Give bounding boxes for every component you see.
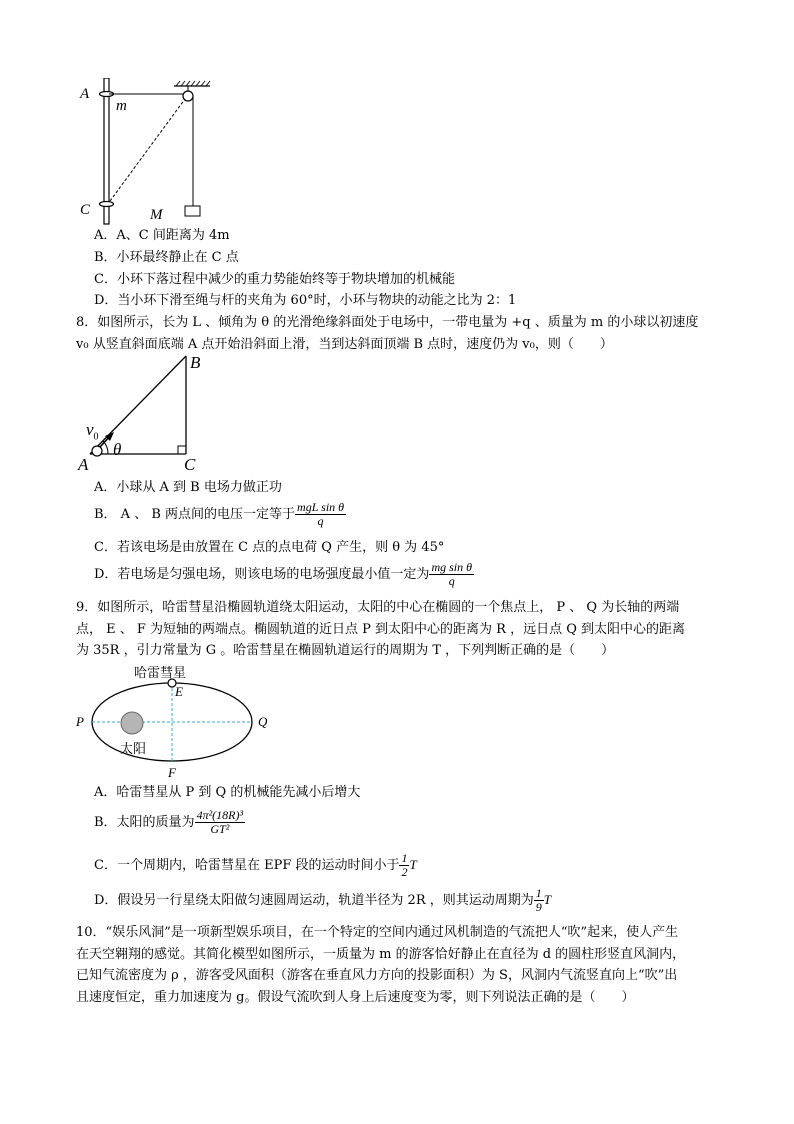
q10-stem-line2: 在天空翱翔的感觉。其简化模型如图所示，一质量为 m 的游客恰好静止在直径为 d 的圆柱形竖直风洞内，: [76, 947, 686, 962]
label-C-q8: C: [184, 455, 196, 474]
q9-option-d: D．假设另一行星绕太阳做匀速圆周运动，轨道半径为 2R ，则其运动周期为 $\frac{1}{9}$ T: [94, 886, 551, 914]
label-theta: θ: [113, 440, 122, 459]
q9-stem-line3: 为 35R ，引力常量为 G 。哈雷彗星在椭圆轨道运行的周期为 T ，下列判断正确的是（ ）: [76, 643, 615, 658]
label-Q: Q: [258, 714, 268, 729]
label-m: m: [116, 98, 127, 114]
label-v0: $v_0$: [86, 420, 99, 443]
q8-stem-line1: 8．如图所示，长为 L 、倾角为 θ 的光滑绝缘斜面处于电场中，一带电量为 +q 、质量为 m 的小球以初速度: [76, 315, 699, 330]
q9-optD-fraction: $\frac{1}{9}$: [535, 886, 542, 914]
label-P: P: [76, 714, 84, 729]
label-sun: 太阳: [120, 742, 147, 757]
q7-option-c: C．小环下落过程中减少的重力势能始终等于物块增加的机械能: [94, 272, 455, 287]
label-comet: 哈雷彗星: [134, 666, 187, 681]
q8-option-c: C．若该电场是由放置在 C 点的点电荷 Q 产生，则 θ 为 45°: [94, 540, 445, 555]
q9-optB-fraction: $\frac{\text{4π²(18R)³}}{\text{GT²}}$: [196, 808, 244, 836]
q7-option-d: D．当小环下滑至绳与杆的夹角为 60°时，小环与物块的动能之比为 2：1: [94, 293, 517, 308]
label-A: A: [80, 86, 90, 102]
label-B: B: [190, 353, 201, 372]
q8-option-d: D．若电场是匀强电场，则该电场的电场强度最小值一定为 $\frac{\text{mg sin θ}}{q}$: [94, 560, 473, 588]
q8-stem-line2: v₀ 从竖直斜面底端 A 点开始沿斜面上滑，当到达斜面顶端 B 点时，速度仍为 v₀，则（ ）: [76, 337, 613, 352]
label-A-q8: A: [78, 455, 89, 474]
q9-option-b: B．太阳的质量为 $\frac{\text{4π²(18R)³}}{\text{GT²}}$: [94, 808, 244, 836]
label-C: C: [80, 202, 91, 218]
q7-option-b: B．小环最终静止在 C 点: [94, 250, 239, 265]
q8-optD-fraction: $\frac{\text{mg sin θ}}{q}$: [431, 560, 473, 588]
q10-stem-line3: 已知气流密度为 ρ ，游客受风面积（游客在垂直风力方向的投影面积）为 S，风洞内气流竖直向上“吹”出: [76, 968, 678, 983]
q10-stem-line1: 10．“娱乐风洞”是一项新型娱乐项目，在一个特定的空间内通过风机制造的气流把人“吹”起来，使人产生: [76, 925, 679, 940]
label-E: E: [175, 684, 183, 699]
label-F: F: [168, 765, 176, 780]
q8-option-b: B． A 、 B 两点间的电压一定等于 $\frac{\text{mgL sin θ}}{q}$: [94, 500, 345, 528]
q8-optB-fraction: $\frac{\text{mgL sin θ}}{q}$: [297, 500, 345, 528]
label-M: M: [150, 207, 163, 223]
q8-option-a: A．小球从 A 到 B 电场力做正功: [94, 480, 282, 495]
q9-stem-line1: 9．如图所示，哈雷彗星沿椭圆轨道绕太阳运动，太阳的中心在椭圆的一个焦点上， P 、 Q 为长轴的两端: [76, 600, 680, 615]
q10-stem-line4: 且速度恒定，重力加速度为 g。假设气流吹到人身上后速度变为零，则下列说法正确的是（ ）: [76, 990, 635, 1005]
q9-stem-line2: 点， E 、 F 为短轴的两端点。椭圆轨道的近日点 P 到太阳中心的距离为 R ，远日点 Q 到太阳中心的距离: [76, 622, 686, 637]
figure-q7-ring-rod: [70, 78, 230, 228]
q7-option-a: A．A、C 间距离为 4m: [94, 228, 230, 243]
q9-option-a: A．哈雷彗星从 P 到 Q 的机械能先减小后增大: [94, 785, 361, 800]
q9-optC-fraction: $\frac{1}{2}$: [401, 851, 408, 879]
q9-option-c: C．一个周期内，哈雷彗星在 EPF 段的运动时间小于 $\frac{1}{2}$ T: [94, 851, 417, 879]
